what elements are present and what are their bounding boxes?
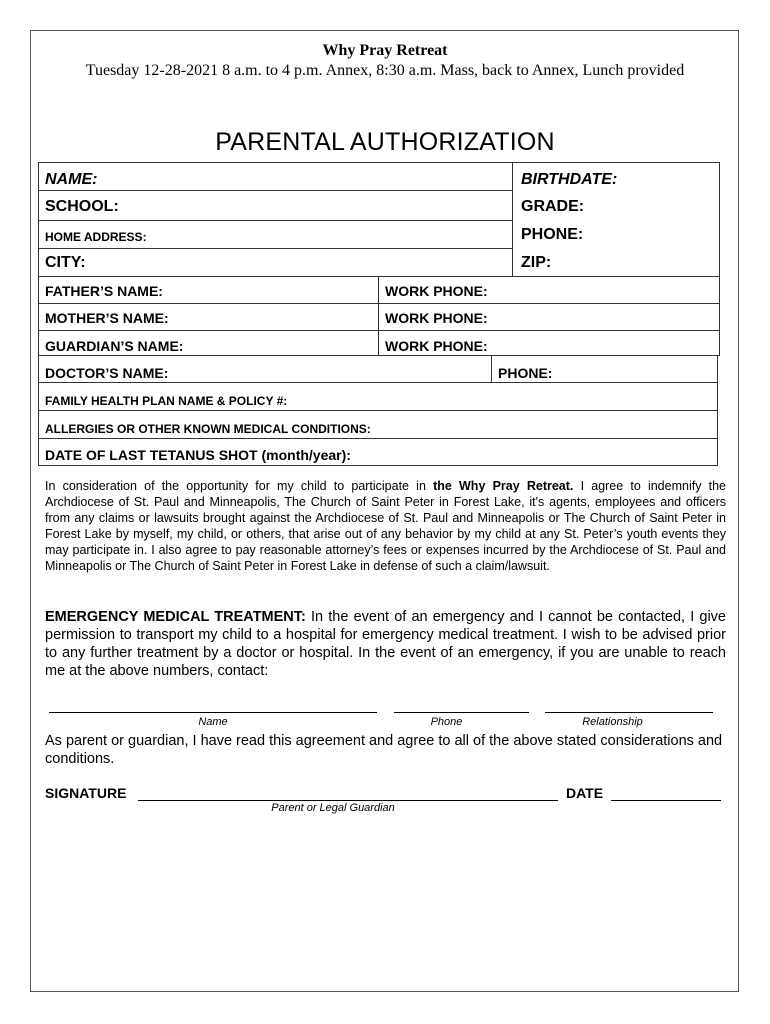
form-title: PARENTAL AUTHORIZATION: [215, 128, 555, 156]
date-line[interactable]: [611, 800, 721, 801]
birthdate-field[interactable]: BIRTHDATE:: [521, 171, 618, 188]
tetanus-field[interactable]: DATE OF LAST TETANUS SHOT (month/year):: [45, 447, 351, 463]
consent-event: the Why Pray Retreat.: [433, 479, 574, 493]
school-field[interactable]: SCHOOL:: [45, 198, 119, 215]
contact-relationship-caption: Relationship: [582, 716, 643, 728]
contact-relationship-line[interactable]: [545, 712, 713, 713]
consent-paragraph: [45, 478, 726, 574]
row-divider: [38, 330, 720, 331]
row-divider: [38, 410, 718, 411]
signature-line[interactable]: [138, 800, 558, 801]
fathers-name-field[interactable]: FATHER’S NAME:: [45, 283, 163, 299]
doctor-divider: [491, 355, 492, 382]
row-divider: [38, 248, 512, 249]
city-field[interactable]: CITY:: [45, 254, 86, 271]
row-divider: [38, 438, 718, 439]
retreat-title: Why Pray Retreat: [322, 42, 448, 59]
zip-field[interactable]: ZIP:: [521, 254, 552, 271]
health-plan-field[interactable]: FAMILY HEALTH PLAN NAME & POLICY #:: [45, 394, 288, 408]
contact-phone-caption: Phone: [430, 716, 463, 728]
consent-body: I agree to indemnify the Archdiocese of St. Paul and Minneapolis, The Church of Saint Peter in Forest Lake, it's agents, employees and officers from any claims or lawsuits brought against the Archdiocese of St. Paul and Minneapolis or The Church of Saint Peter in Forest Lake by myself, my child, or others, that arise out of any behavior by my child at any St. Peter’s youth events they may participate in. I also agree to pay reasonable attorney’s fees or expenses incurred by the Archdiocese of St. Paul and Minneapolis or The Church of Saint Peter in Forest Lake in defense of such a claim/lawsuit.: [45, 479, 726, 573]
name-field[interactable]: NAME:: [45, 171, 98, 188]
doctors-name-field[interactable]: DOCTOR’S NAME:: [45, 365, 169, 381]
home-address-field[interactable]: HOME ADDRESS:: [45, 230, 147, 244]
row-divider: [38, 190, 512, 191]
work-phone-field[interactable]: WORK PHONE:: [385, 310, 488, 326]
retreat-schedule: Tuesday 12-28-2021 8 a.m. to 4 p.m. Annex, 8:30 a.m. Mass, back to Annex, Lunch provided: [85, 62, 685, 79]
phone-field[interactable]: PHONE:: [521, 226, 584, 243]
emergency-heading: EMERGENCY MEDICAL TREATMENT:: [45, 609, 306, 625]
guardians-name-field[interactable]: GUARDIAN’S NAME:: [45, 338, 184, 354]
row-divider: [38, 382, 718, 383]
date-label: DATE: [566, 785, 604, 801]
signature-caption: Parent or Legal Guardian: [271, 802, 395, 814]
agreement-statement: As parent or guardian, I have read this agreement and agree to all of the above stated considerations and conditions.: [45, 733, 723, 767]
signature-label: SIGNATURE: [45, 785, 127, 801]
mothers-name-field[interactable]: MOTHER’S NAME:: [45, 310, 169, 326]
contact-name-caption: Name: [198, 716, 228, 728]
parents-divider: [378, 276, 379, 356]
work-phone-field[interactable]: WORK PHONE:: [385, 283, 488, 299]
allergies-field[interactable]: ALLERGIES OR OTHER KNOWN MEDICAL CONDITIONS:: [45, 422, 371, 436]
doctor-phone-field[interactable]: PHONE:: [498, 365, 553, 381]
work-phone-field[interactable]: WORK PHONE:: [385, 338, 488, 354]
emergency-paragraph: [45, 608, 726, 680]
row-divider: [38, 220, 512, 221]
consent-intro: In consideration of the opportunity for my child to participate in: [45, 479, 434, 493]
grade-field[interactable]: GRADE:: [521, 198, 585, 215]
row-divider: [38, 303, 720, 304]
emergency-body: In the event of an emergency and I cannot be contacted, I give permission to transport my child to a hospital for emergency medical treatment. I wish to be advised prior to any further treatment by a doctor or hospital. In the event of an emergency, if you are unable to reach me at the above numbers, contact:: [45, 609, 727, 679]
contact-phone-line[interactable]: [394, 712, 529, 713]
contact-name-line[interactable]: [49, 712, 377, 713]
student-info-divider: [512, 162, 513, 277]
